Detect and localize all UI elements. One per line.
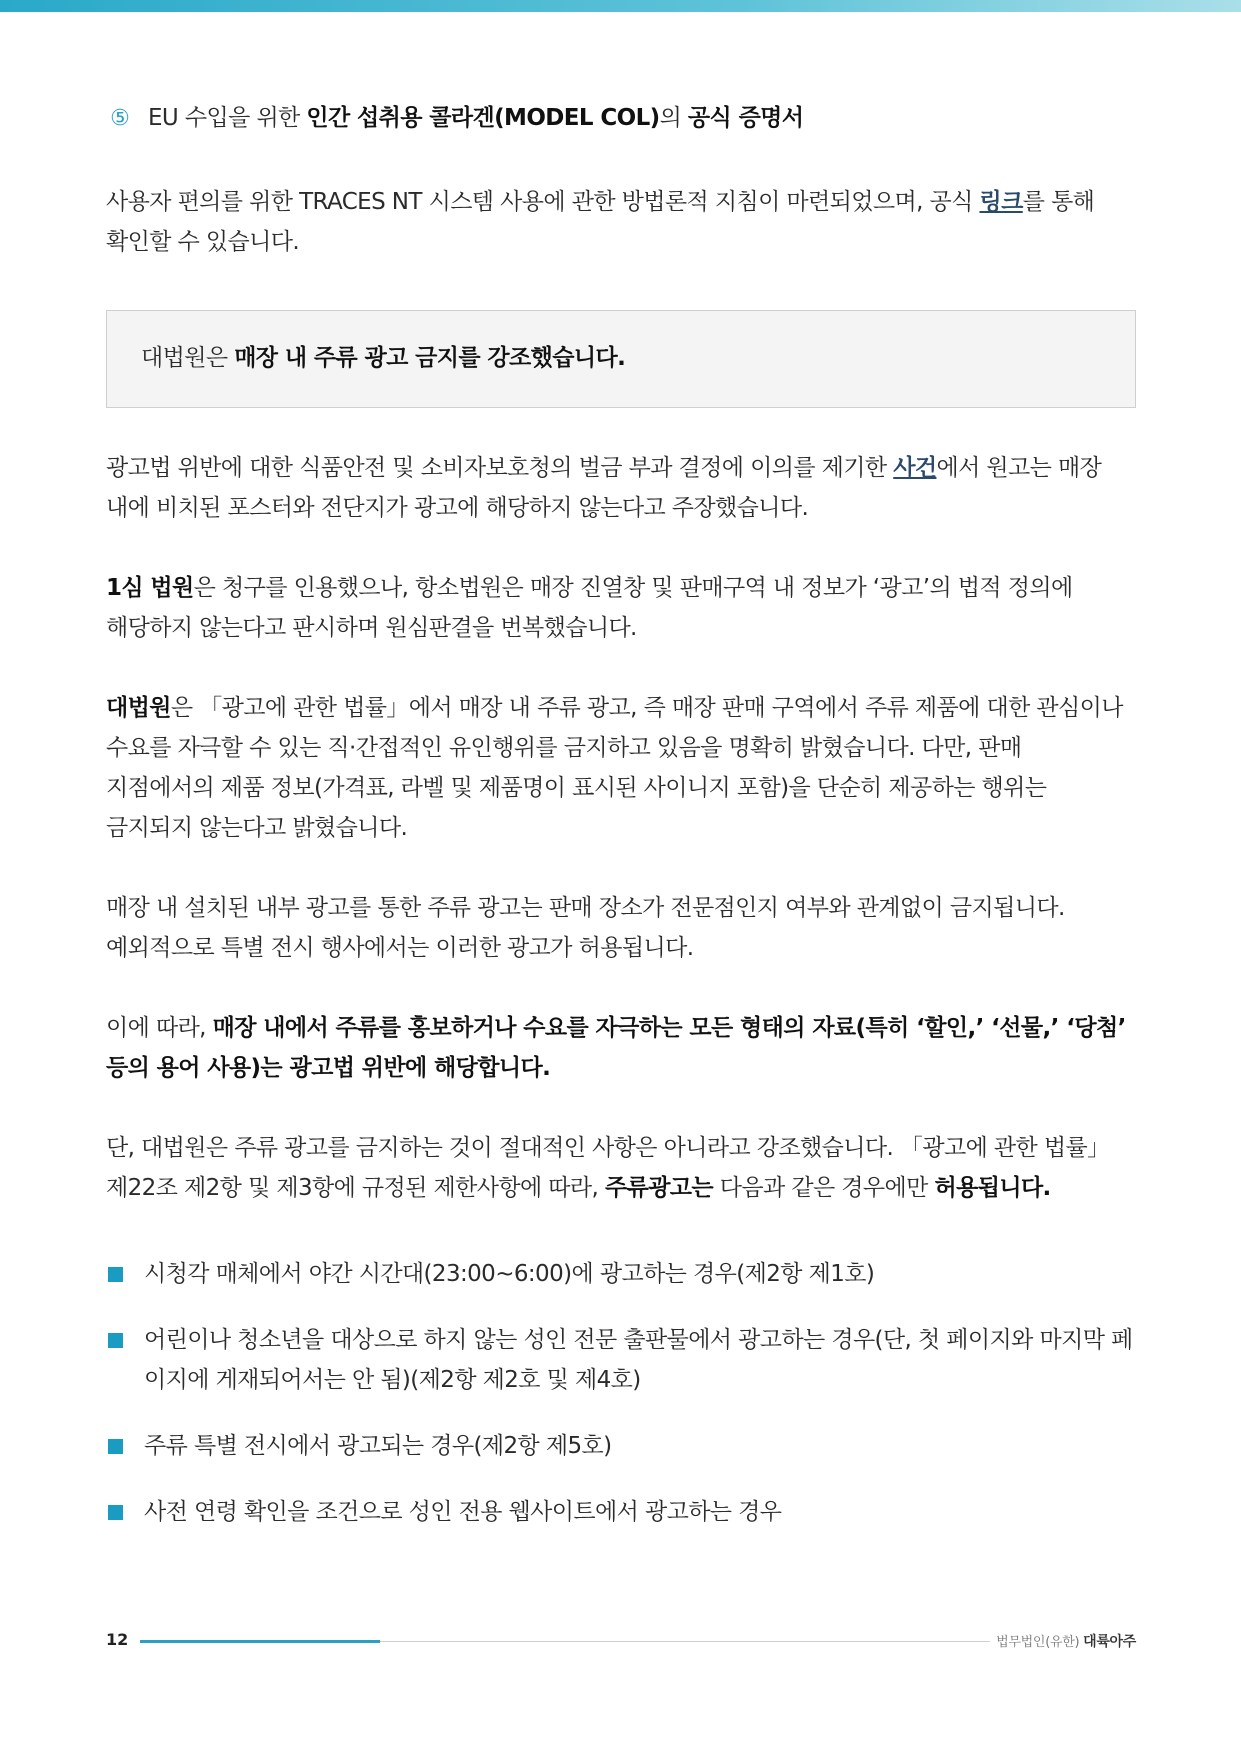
section-title: EU 수입을 위한 인간 섭취용 콜라겐(MODEL COL)의 공식 증명서 [148,105,804,131]
paragraph-first-instance: 1심 법원은 청구를 인용했으나, 항소법원은 매장 진열창 및 판매구역 내 정보가 ‘광고’의 법적 정의에 해당하지 않는다고 판시하며 원심판결을 번복했습니다. [106,575,1073,641]
paragraph-violation: 이에 따라, 매장 내에서 주류를 홍보하거나 수요를 자극하는 모든 형태의 자료(특히 ‘할인,’ ‘선물,’ ‘당첨’ 등의 용어 사용)는 광고법 위반에 해당합니다. [106,1015,1126,1081]
paragraph-in-store-ads: 매장 내 설치된 내부 광고를 통한 주류 광고는 판매 장소가 전문점인지 여부와 관계없이 금지됩니다. 예외적으로 특별 전시 행사에서는 이러한 광고가 허용됩니다. [106,895,1065,961]
list-item: 사전 연령 확인을 조건으로 성인 전용 웹사이트에서 광고하는 경우 [106,1492,1136,1532]
callout-text: 대법원은 매장 내 주류 광고 금지를 강조했습니다. [141,345,626,371]
paragraph-exceptions: 단, 대법원은 주류 광고를 금지하는 것이 절대적인 사항은 아니라고 강조했습니다. 「광고에 관한 법률」 제22조 제2항 및 제3항에 규정된 제한사항에 따라, 주류광고는 다음과 같은 경우에만 허용됩니다. [106,1135,1110,1201]
page-footer [106,1630,1136,1650]
section-number: ⑤ [110,105,130,131]
top-accent-bar [0,0,1241,12]
square-bullet-icon [108,1333,123,1348]
square-bullet-icon [108,1267,123,1282]
case-link[interactable]: 사건 [893,455,937,481]
firm-name: 법무법인(유한) 대륙아주 [996,1634,1136,1650]
square-bullet-icon [108,1505,123,1520]
list-item: 어린이나 청소년을 대상으로 하지 않는 성인 전문 출판물에서 광고하는 경우(단, 첫 페이지와 마지막 페이지에 게재되어서는 안 됨)(제2항 제2호 및 제4호) [106,1320,1136,1400]
page-content [106,98,1136,1558]
official-link[interactable]: 링크 [979,189,1023,215]
list-item: 주류 특별 전시에서 광고되는 경우(제2항 제5호) [106,1426,1136,1466]
page-number: 12 [106,1630,129,1649]
paragraph-supreme-court: 대법원은 「광고에 관한 법률」에서 매장 내 주류 광고, 즉 매장 판매 구역에서 주류 제품에 대한 관심이나 수요를 자극할 수 있는 직·간접적인 유인행위를 금지하고 있음을 명확히 밝혔습니다. 다만, 판매 지점에서의 제품 정보(가격표, 라벨 및 제품명이 표시된 사이니지 포함)을 단순히 제공하는 행위는 금지되지 않는다고 밝혔습니다. [106,695,1123,841]
callout-box [106,310,1136,408]
exception-list [106,1254,1136,1532]
section-heading [106,98,1136,138]
list-item: 시청각 매체에서 야간 시간대(23:00~6:00)에 광고하는 경우(제2항 제1호) [106,1254,1136,1294]
footer-accent-line [140,1640,380,1643]
paragraph-case: 광고법 위반에 대한 식품안전 및 소비자보호청의 벌금 부과 결정에 이의를 제기한 사건에서 원고는 매장 내에 비치된 포스터와 전단지가 광고에 해당하지 않는다고 주장했습니다. [106,455,1102,521]
square-bullet-icon [108,1439,123,1454]
paragraph-traces: 사용자 편의를 위한 TRACES NT 시스템 사용에 관한 방법론적 지침이 마련되었으며, 공식 링크를 통해 확인할 수 있습니다. [106,189,1095,255]
